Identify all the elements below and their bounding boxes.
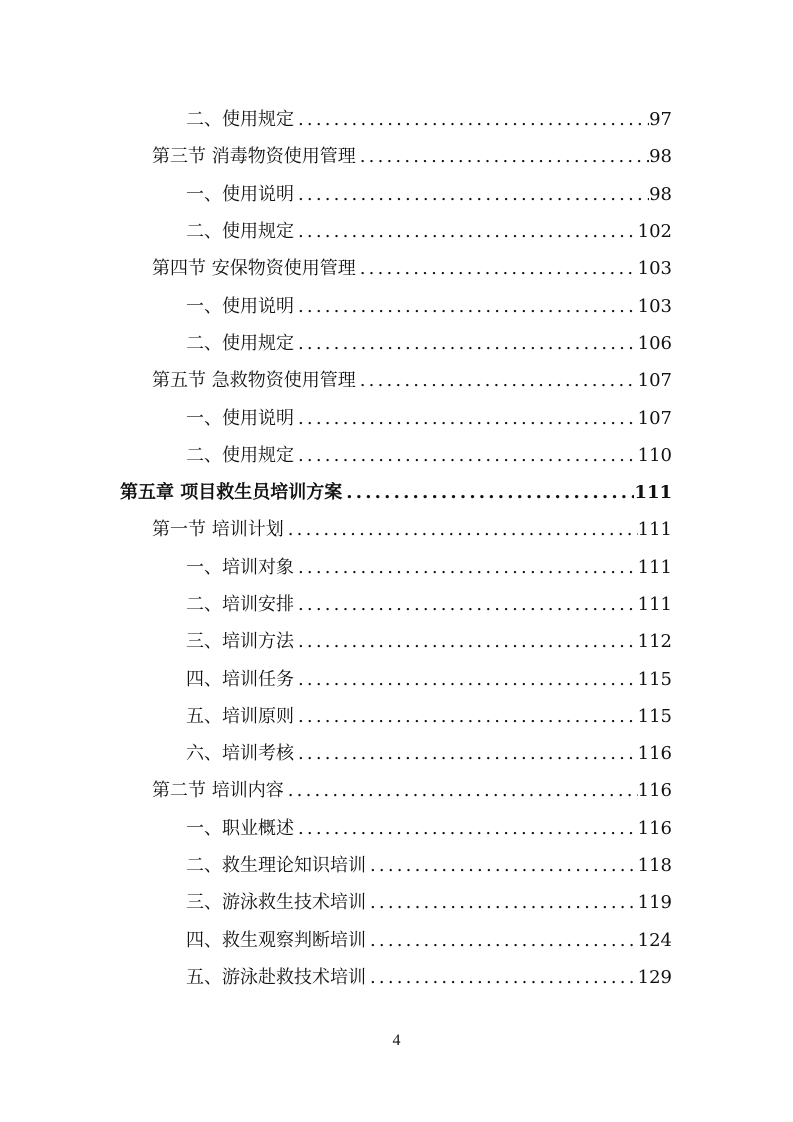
toc-leader-dots	[356, 250, 638, 287]
toc-leader-dots	[342, 474, 634, 511]
toc-entry-title: 五、培训原则	[186, 705, 294, 727]
toc-leader-dots	[294, 213, 638, 250]
toc-leader-dots	[366, 847, 638, 884]
toc-entry-title: 第五节 急救物资使用管理	[152, 370, 356, 392]
toc-leader-dots	[284, 511, 638, 548]
toc-entry-item[interactable]	[0, 586, 793, 623]
toc-leader-dots	[294, 623, 638, 660]
toc-entry-page: 116	[637, 743, 672, 765]
toc-leader-dots	[294, 325, 638, 362]
toc-entry-item[interactable]	[0, 623, 793, 660]
toc-entry-item[interactable]	[0, 698, 793, 735]
toc-leader-dots	[294, 586, 638, 623]
toc-entry-page: 115	[637, 705, 672, 727]
toc-entry-page: 110	[637, 444, 672, 466]
toc-entry-page: 115	[637, 668, 672, 690]
toc-entry-item[interactable]	[0, 399, 793, 436]
toc-entry-title: 三、游泳救生技术培训	[186, 892, 366, 914]
toc-entry-title: 二、使用规定	[186, 221, 294, 243]
toc-entry-page: 103	[637, 295, 672, 317]
toc-entry-item[interactable]	[0, 437, 793, 474]
toc-leader-dots	[294, 698, 638, 735]
toc-entry-title: 四、救生观察判断培训	[186, 929, 366, 951]
toc-leader-dots	[294, 288, 638, 325]
toc-entry-title: 三、培训方法	[186, 631, 294, 653]
toc-entry-page: 111	[637, 594, 672, 615]
toc-entry-page: 119	[637, 892, 672, 914]
toc-entry-title: 一、使用说明	[186, 295, 294, 317]
toc-entry-title: 第一节 培训计划	[152, 519, 284, 541]
toc-entry-page: 106	[637, 332, 672, 354]
toc-leader-dots	[366, 884, 638, 921]
toc-leader-dots	[366, 959, 638, 996]
toc-entry-title: 第三节 消毒物资使用管理	[152, 146, 356, 168]
toc-entry-item[interactable]	[0, 213, 793, 250]
toc-entry-page: 118	[637, 855, 672, 877]
toc-entry-title: 第五章 项目救生员培训方案	[120, 482, 343, 504]
toc-entry-item[interactable]	[0, 549, 793, 586]
toc-entry-section[interactable]	[0, 138, 793, 175]
toc-entry-title: 一、使用说明	[186, 407, 294, 429]
toc-entry-page: 111	[634, 482, 672, 504]
toc-entry-chapter[interactable]	[0, 474, 793, 511]
toc-leader-dots	[356, 138, 649, 175]
toc-entry-item[interactable]	[0, 735, 793, 772]
toc-entry-item[interactable]	[0, 884, 793, 921]
toc-entry-page: 129	[637, 966, 672, 988]
toc-entry-page: 103	[637, 258, 672, 280]
page-number: 4	[392, 1032, 401, 1049]
toc-entry-item[interactable]	[0, 101, 793, 138]
toc-leader-dots	[356, 362, 638, 399]
toc-entry-page: 124	[637, 929, 672, 951]
toc-entry-title: 一、培训对象	[186, 556, 294, 578]
toc-entry-title: 第二节 培训内容	[152, 780, 284, 802]
toc-entry-item[interactable]	[0, 325, 793, 362]
toc-entry-item[interactable]	[0, 810, 793, 847]
toc-entry-item[interactable]	[0, 922, 793, 959]
table-of-contents	[0, 101, 793, 996]
toc-entry-section[interactable]	[0, 772, 793, 809]
toc-entry-item[interactable]	[0, 176, 793, 213]
toc-entry-title: 二、使用规定	[186, 109, 294, 131]
toc-leader-dots	[294, 437, 638, 474]
toc-leader-dots	[294, 735, 638, 772]
toc-entry-item[interactable]	[0, 287, 793, 324]
toc-entry-section[interactable]	[0, 362, 793, 399]
toc-leader-dots	[294, 549, 638, 586]
toc-entry-title: 六、培训考核	[186, 743, 294, 765]
toc-entry-title: 二、使用规定	[186, 332, 294, 354]
toc-leader-dots	[294, 101, 649, 138]
toc-entry-title: 二、培训安排	[186, 594, 294, 615]
toc-entry-item[interactable]	[0, 959, 793, 996]
toc-entry-page: 107	[637, 370, 672, 392]
toc-leader-dots	[366, 922, 638, 959]
toc-entry-page: 107	[637, 407, 672, 429]
toc-entry-page: 116	[637, 780, 672, 802]
toc-entry-title: 四、培训任务	[186, 668, 294, 690]
toc-entry-page: 102	[637, 221, 672, 243]
toc-entry-page: 98	[649, 183, 672, 205]
toc-entry-page: 111	[637, 519, 672, 541]
toc-entry-page: 116	[637, 817, 672, 839]
toc-leader-dots	[284, 772, 638, 809]
toc-entry-title: 一、使用说明	[186, 183, 294, 205]
toc-entry-title: 二、救生理论知识培训	[186, 855, 366, 877]
toc-entry-page: 97	[649, 109, 672, 131]
toc-entry-title: 五、游泳赴救技术培训	[186, 966, 366, 988]
toc-entry-title: 二、使用规定	[186, 444, 294, 466]
toc-entry-page: 111	[637, 556, 672, 578]
toc-leader-dots	[294, 176, 649, 213]
toc-leader-dots	[294, 400, 638, 437]
toc-entry-item[interactable]	[0, 660, 793, 697]
toc-entry-page: 98	[649, 146, 672, 168]
toc-entry-item[interactable]	[0, 847, 793, 884]
toc-entry-title: 第四节 安保物资使用管理	[152, 258, 356, 280]
toc-leader-dots	[294, 810, 638, 847]
toc-entry-section[interactable]	[0, 511, 793, 548]
toc-entry-section[interactable]	[0, 250, 793, 287]
toc-leader-dots	[294, 661, 638, 698]
toc-entry-title: 一、职业概述	[186, 817, 294, 839]
toc-entry-page: 112	[637, 631, 672, 653]
